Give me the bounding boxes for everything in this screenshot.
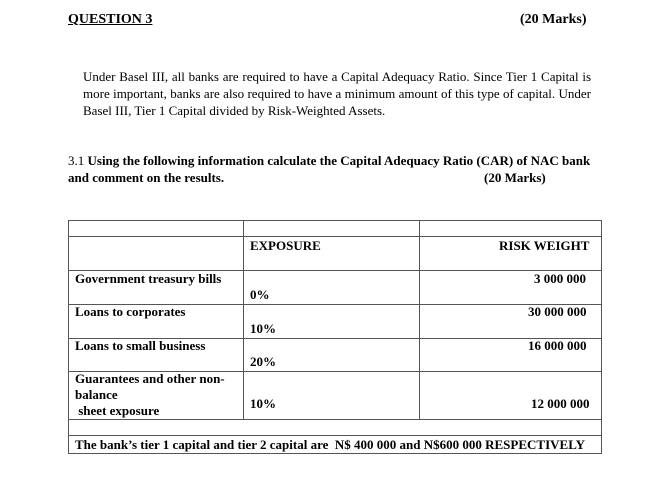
row-weight-guarantees: 12 000 000 [531,396,590,411]
row-weight-small-business: 16 000 000 [528,338,587,353]
row-exposure-treasury: 0% [250,287,270,302]
subquestion [68,152,593,186]
subquestion-marks: (20 Marks) [484,170,546,185]
question-marks: (20 Marks) [520,12,587,27]
row-label-guarantees-line2: balance [75,387,118,402]
row-exposure-small-business: 20% [250,354,276,369]
subquestion-number: 3.1 [68,153,85,168]
row-label-corporates: Loans to corporates [75,304,186,319]
row-weight-treasury: 3 000 000 [534,271,586,286]
row-weight-corporates: 30 000 000 [528,304,587,319]
row-label-guarantees-line3: sheet exposure [75,403,160,418]
question-title: QUESTION 3 [68,12,153,27]
row-exposure-guarantees: 10% [250,396,276,411]
subquestion-text: Using the following information calculate the Capital Adequacy Ratio (CAR) of NAC bank and comment on the results. [68,153,591,185]
row-exposure-corporates: 10% [250,321,276,336]
row-label-treasury: Government treasury bills [75,271,222,286]
table-footer-capital: The bank’s tier 1 capital and tier 2 capital are N$ 400 000 and N$600 000 RESPECTIVELY [75,437,586,452]
header-exposure: EXPOSURE [250,238,321,253]
intro-paragraph: Under Basel III, all banks are required to have a Capital Adequacy Ratio. Since Tier 1 Capital is more important, banks are also required to have a minimum amount of this type of capital. Under Basel III, Tier 1 Capital divided by Risk-Weighted Assets. [83,69,591,118]
row-label-small-business: Loans to small business [75,338,206,353]
row-label-guarantees-line1: Guarantees and other non- [75,371,225,386]
header-risk-weight: RISK WEIGHT [499,238,590,253]
